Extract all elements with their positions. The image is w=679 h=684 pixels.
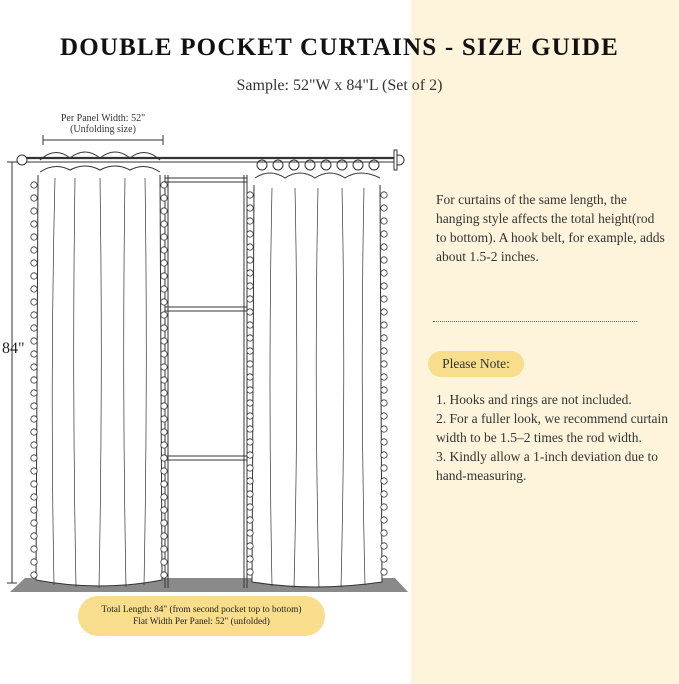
- panel-width-value: Per Panel Width: 52": [60, 113, 146, 124]
- pompom: [247, 439, 253, 445]
- pompom: [247, 192, 253, 198]
- pompom: [247, 452, 253, 458]
- info-panel-background: [411, 0, 679, 684]
- pompom: [31, 507, 37, 513]
- pompom: [381, 387, 387, 393]
- pompom: [247, 413, 253, 419]
- pompom: [161, 455, 167, 461]
- pompom: [381, 361, 387, 367]
- pompom: [161, 234, 167, 240]
- pompom: [31, 377, 37, 383]
- pompom: [247, 556, 253, 562]
- pompom: [381, 335, 387, 341]
- pompom: [161, 533, 167, 539]
- size-summary-badge: [78, 596, 325, 636]
- dotted-divider: [433, 321, 637, 322]
- pompom: [31, 481, 37, 487]
- pompom: [31, 325, 37, 331]
- pompom: [381, 374, 387, 380]
- pompom: [161, 299, 167, 305]
- height-label: 84": [2, 340, 25, 357]
- pompom: [161, 481, 167, 487]
- pompom: [161, 195, 167, 201]
- notes-list: [436, 390, 672, 485]
- pompom: [247, 348, 253, 354]
- pompom: [381, 348, 387, 354]
- pompom: [247, 504, 253, 510]
- pompom: [161, 221, 167, 227]
- pompom: [381, 452, 387, 458]
- right-curtain-panel: [252, 160, 382, 588]
- pompom: [161, 286, 167, 292]
- please-note-badge: Please Note:: [428, 351, 524, 377]
- pompom: [381, 439, 387, 445]
- pompom: [161, 208, 167, 214]
- pompom: [381, 205, 387, 211]
- page-title: DOUBLE POCKET CURTAINS - SIZE GUIDE: [59, 34, 620, 61]
- curtain-rod: [17, 150, 404, 170]
- pompom: [247, 426, 253, 432]
- pompom: [381, 543, 387, 549]
- pompom: [381, 322, 387, 328]
- pompom: [31, 559, 37, 565]
- pompom: [31, 247, 37, 253]
- pompom: [247, 335, 253, 341]
- pompom: [381, 283, 387, 289]
- pompom: [31, 494, 37, 500]
- pompom: [381, 426, 387, 432]
- pompom: [31, 182, 37, 188]
- pompom: [161, 507, 167, 513]
- note-item: 1. Hooks and rings are not included.: [436, 392, 632, 407]
- pompom: [247, 322, 253, 328]
- pompom: [161, 468, 167, 474]
- pompom: [381, 231, 387, 237]
- pompom: [247, 400, 253, 406]
- pompom: [247, 205, 253, 211]
- pompom: [31, 234, 37, 240]
- pompom: [161, 429, 167, 435]
- pompom: [161, 546, 167, 552]
- left-curtain-panel: [36, 152, 162, 588]
- note-item: 2. For a fuller look, we recommend curtain width to be 1.5–2 times the rod width.: [436, 411, 669, 445]
- pompom: [247, 244, 253, 250]
- pompom: [161, 559, 167, 565]
- pompom: [161, 442, 167, 448]
- panel-width-note: (Unfolding size): [70, 124, 136, 135]
- pompom: [31, 364, 37, 370]
- pompom: [161, 338, 167, 344]
- pompom: [161, 572, 167, 578]
- pompom: [161, 247, 167, 253]
- pompom: [381, 491, 387, 497]
- pompom: [31, 390, 37, 396]
- pompom: [31, 351, 37, 357]
- pompom: [381, 530, 387, 536]
- hanging-style-info: For curtains of the same length, the hanging style affects the total height(rod to bottom). A hook belt, for example, adds about 1.5-2 inches.: [436, 192, 665, 264]
- pompom: [161, 520, 167, 526]
- pompom: [161, 390, 167, 396]
- pompom: [31, 403, 37, 409]
- pompom: [31, 533, 37, 539]
- pompom: [381, 192, 387, 198]
- pompom: [31, 520, 37, 526]
- pompom: [381, 257, 387, 263]
- pompom: [247, 569, 253, 575]
- pompom: [31, 195, 37, 201]
- pompom: [31, 273, 37, 279]
- pompom: [381, 556, 387, 562]
- pompom: [247, 231, 253, 237]
- pompom: [381, 309, 387, 315]
- pompom: [247, 283, 253, 289]
- pompom: [381, 413, 387, 419]
- pompom: [161, 273, 167, 279]
- pompom: [31, 260, 37, 266]
- pompom: [31, 286, 37, 292]
- note-item: 3. Kindly allow a 1-inch deviation due to hand-measuring.: [436, 449, 658, 483]
- pompom: [161, 416, 167, 422]
- pompom: [247, 309, 253, 315]
- pompom: [247, 478, 253, 484]
- pompom: [161, 325, 167, 331]
- pompom: [31, 221, 37, 227]
- pompom: [31, 299, 37, 305]
- pompom: [161, 260, 167, 266]
- pompom: [381, 218, 387, 224]
- pompom: [247, 270, 253, 276]
- pompom: [247, 361, 253, 367]
- pompom: [381, 465, 387, 471]
- pompom: [247, 491, 253, 497]
- pompom: [247, 387, 253, 393]
- pompom: [161, 351, 167, 357]
- pompom: [161, 377, 167, 383]
- pompom: [381, 569, 387, 575]
- total-length-note: Total Length: 84" (from second pocket top to bottom): [101, 605, 302, 615]
- pompom: [161, 494, 167, 500]
- window-frame: [165, 175, 247, 588]
- pompom: [247, 257, 253, 263]
- pompom: [31, 468, 37, 474]
- pompom: [381, 270, 387, 276]
- pompom: [161, 312, 167, 318]
- pompom: [31, 429, 37, 435]
- pompom: [247, 465, 253, 471]
- pompom: [247, 374, 253, 380]
- pompom: [31, 338, 37, 344]
- pompom: [381, 244, 387, 250]
- pompom: [31, 455, 37, 461]
- pompom: [31, 208, 37, 214]
- pompom: [31, 416, 37, 422]
- pompom: [31, 572, 37, 578]
- pompom: [381, 517, 387, 523]
- pompom: [31, 546, 37, 552]
- pompom-trim-right-outer: [381, 192, 387, 575]
- pompom: [247, 517, 253, 523]
- pompom: [161, 403, 167, 409]
- pompom: [161, 182, 167, 188]
- pompom: [31, 442, 37, 448]
- pompom: [247, 218, 253, 224]
- pompom: [381, 478, 387, 484]
- pompom: [161, 364, 167, 370]
- flat-width-note: Flat Width Per Panel: 52" (unfolded): [133, 617, 270, 627]
- pompom: [247, 530, 253, 536]
- pompom: [247, 296, 253, 302]
- pompom: [247, 543, 253, 549]
- pompom-trim-right-inner: [247, 192, 253, 575]
- pompom: [381, 400, 387, 406]
- sample-size-subtitle: Sample: 52"W x 84"L (Set of 2): [236, 77, 443, 94]
- pompom: [381, 296, 387, 302]
- pompom: [31, 312, 37, 318]
- pompom: [381, 504, 387, 510]
